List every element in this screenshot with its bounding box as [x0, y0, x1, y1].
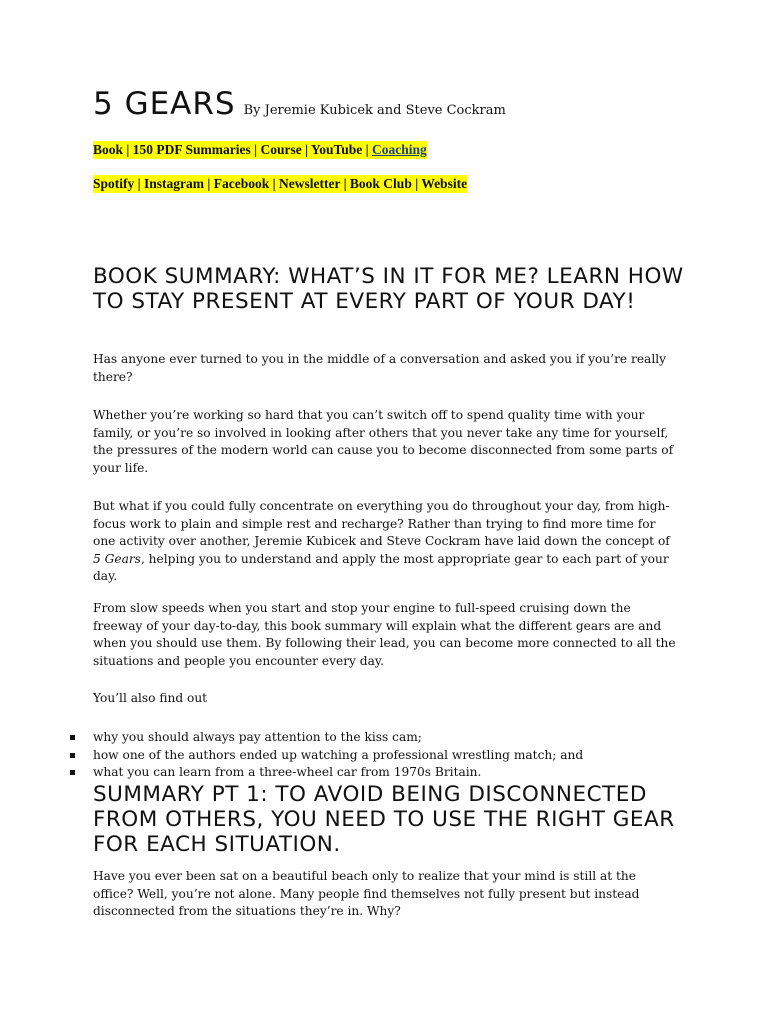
link-book[interactable]: Book: [93, 142, 124, 157]
link-pdf-summaries[interactable]: 150 PDF Summaries: [132, 142, 251, 157]
book-title: 5 GEARS: [93, 86, 236, 122]
separator: |: [301, 142, 311, 157]
link-spotify[interactable]: Spotify: [93, 176, 135, 191]
paragraph-text: But what if you could fully concentrate on everything you do throughout your day, from high-focus work to plain and simple rest and recharge? Rather than trying to find more time for one activity over another, Jeremie Kubicek and Steve Cockram have laid down the concept of: [93, 499, 670, 548]
separator: |: [362, 142, 372, 157]
list-item-text: how one of the authors ended up watching a professional wrestling match; and: [93, 747, 584, 762]
link-book-club[interactable]: Book Club: [349, 176, 412, 191]
link-course[interactable]: Course: [260, 142, 302, 157]
paragraph: From slow speeds when you start and stop your engine to full-speed cruising down the freeway of your day-to-day, this book summary will explain what the different gears are and when you should use them. By following their lead, you can become more connected to all the situations and people you encounter every day.: [93, 601, 676, 668]
list-item: [70, 747, 690, 765]
separator: |: [204, 176, 214, 191]
square-bullet-icon: [70, 735, 75, 740]
separator: |: [340, 176, 350, 191]
paragraph: [93, 498, 678, 586]
link-newsletter[interactable]: Newsletter: [278, 176, 341, 191]
link-coaching[interactable]: Coaching: [372, 142, 427, 157]
book-title-italic: 5 Gears: [93, 551, 141, 566]
links-row-primary: [93, 142, 427, 158]
square-bullet-icon: [70, 753, 75, 758]
paragraph-text: , helping you to understand and apply the most appropriate gear to each part of your day.: [93, 551, 669, 583]
highlight-band: [93, 141, 427, 159]
paragraph: Whether you’re working so hard that you can’t switch off to spend quality time with your family, or you’re so involved in looking after others that you never take any time for yourself, the pressures of the modern world can cause you to become disconnected from some parts of your life.: [93, 408, 674, 475]
paragraph: Have you ever been sat on a beautiful beach only to realize that your mind is still at the office? Well, you’re not alone. Many people find themselves not fully present but instead disconnected from the situations they’re in. Why?: [93, 869, 640, 918]
separator: |: [411, 176, 422, 191]
list-item-text: what you can learn from a three-wheel car from 1970s Britain.: [93, 765, 482, 779]
paragraph: Has anyone ever turned to you in the middle of a conversation and asked you if you’re really there?: [93, 352, 667, 384]
link-youtube[interactable]: YouTube: [310, 142, 363, 157]
separator: |: [250, 142, 261, 157]
separator: |: [134, 176, 144, 191]
link-facebook[interactable]: Facebook: [213, 176, 270, 191]
bullet-list: [70, 729, 690, 782]
square-bullet-icon: [70, 770, 75, 775]
section-heading-part1: SUMMARY PT 1: TO AVOID BEING DISCONNECTED FROM OTHERS, YOU NEED TO USE THE RIGHT GEAR FOR EACH SITUATION.: [93, 782, 675, 857]
highlight-band: [93, 175, 467, 193]
book-byline: By Jeremie Kubicek and Steve Cockram: [243, 103, 506, 118]
section-heading-intro: BOOK SUMMARY: WHAT’S IN IT FOR ME? LEARN HOW TO STAY PRESENT AT EVERY PART OF YOUR DAY!: [93, 264, 684, 314]
link-website[interactable]: Website: [421, 176, 468, 191]
separator: |: [269, 176, 279, 191]
link-instagram[interactable]: Instagram: [144, 176, 204, 191]
title-row: [93, 86, 506, 122]
links-row-secondary: [93, 176, 467, 192]
list-item: [70, 729, 690, 747]
list-item-text: why you should always pay attention to the kiss cam;: [93, 730, 422, 744]
paragraph: You’ll also find out: [93, 691, 208, 705]
list-item: [70, 764, 690, 782]
separator: |: [123, 142, 133, 157]
